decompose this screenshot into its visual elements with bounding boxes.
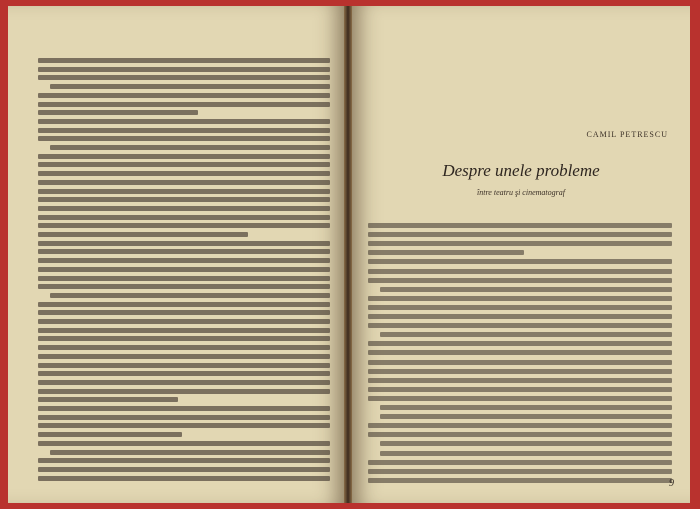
text-line bbox=[38, 319, 330, 324]
text-line bbox=[368, 360, 672, 365]
text-line bbox=[368, 387, 672, 392]
text-line bbox=[38, 162, 330, 167]
text-line bbox=[38, 389, 330, 394]
text-line bbox=[368, 305, 672, 310]
text-line bbox=[380, 405, 672, 410]
text-line bbox=[38, 397, 178, 402]
text-line bbox=[38, 258, 330, 263]
text-line bbox=[38, 136, 330, 141]
text-line bbox=[368, 250, 524, 255]
text-line bbox=[368, 241, 672, 246]
text-line bbox=[38, 119, 330, 124]
text-line bbox=[368, 314, 672, 319]
text-line bbox=[368, 350, 672, 355]
text-line bbox=[380, 332, 672, 337]
text-line bbox=[38, 336, 330, 341]
text-line bbox=[368, 423, 672, 428]
text-line bbox=[368, 378, 672, 383]
text-line bbox=[38, 67, 330, 72]
text-line bbox=[38, 284, 330, 289]
text-line bbox=[38, 232, 248, 237]
text-line bbox=[38, 363, 330, 368]
text-line bbox=[380, 414, 672, 419]
text-line bbox=[38, 328, 330, 333]
text-line bbox=[38, 215, 330, 220]
text-line bbox=[38, 415, 330, 420]
text-line bbox=[38, 423, 330, 428]
page-number: 9 bbox=[669, 478, 674, 489]
text-line bbox=[38, 432, 182, 437]
text-line bbox=[50, 293, 330, 298]
text-line bbox=[38, 197, 330, 202]
text-line bbox=[368, 369, 672, 374]
text-line bbox=[368, 296, 672, 301]
text-line bbox=[38, 154, 330, 159]
text-line bbox=[368, 323, 672, 328]
text-line bbox=[38, 467, 330, 472]
text-line bbox=[368, 278, 672, 283]
text-line bbox=[380, 451, 672, 456]
text-line bbox=[38, 75, 330, 80]
text-line bbox=[38, 128, 330, 133]
text-line bbox=[38, 354, 330, 359]
chapter-title: Despre unele probleme bbox=[442, 161, 600, 180]
text-line bbox=[368, 396, 672, 401]
text-line bbox=[368, 223, 672, 228]
text-line bbox=[50, 450, 330, 455]
text-line bbox=[38, 110, 198, 115]
text-line bbox=[368, 469, 672, 474]
text-line bbox=[368, 259, 672, 264]
chapter-subtitle: între teatru şi cinematograf bbox=[477, 188, 565, 197]
text-line bbox=[368, 432, 672, 437]
text-line bbox=[38, 206, 330, 211]
text-line bbox=[38, 93, 330, 98]
text-line bbox=[38, 58, 330, 63]
text-line bbox=[38, 345, 330, 350]
text-line bbox=[50, 84, 330, 89]
text-line bbox=[380, 287, 672, 292]
text-line bbox=[50, 145, 330, 150]
text-line bbox=[38, 458, 330, 463]
right-page bbox=[352, 6, 690, 503]
text-line bbox=[38, 189, 330, 194]
text-line bbox=[38, 267, 330, 272]
author-name: CAMIL PETRESCU bbox=[586, 130, 668, 139]
book-gutter bbox=[344, 6, 352, 503]
text-line bbox=[368, 341, 672, 346]
text-line bbox=[38, 249, 330, 254]
text-line bbox=[368, 478, 672, 483]
text-line bbox=[380, 441, 672, 446]
text-line bbox=[368, 269, 672, 274]
text-line bbox=[38, 276, 330, 281]
text-line bbox=[38, 380, 330, 385]
text-line bbox=[38, 102, 330, 107]
text-line bbox=[38, 223, 330, 228]
text-line bbox=[38, 171, 330, 176]
text-line bbox=[368, 460, 672, 465]
left-page bbox=[8, 6, 344, 503]
text-line bbox=[368, 232, 672, 237]
text-line bbox=[38, 441, 330, 446]
text-line bbox=[38, 241, 330, 246]
text-line bbox=[38, 302, 330, 307]
text-line bbox=[38, 180, 330, 185]
text-line bbox=[38, 310, 330, 315]
text-line bbox=[38, 371, 330, 376]
text-line bbox=[38, 406, 330, 411]
text-line bbox=[38, 476, 330, 481]
